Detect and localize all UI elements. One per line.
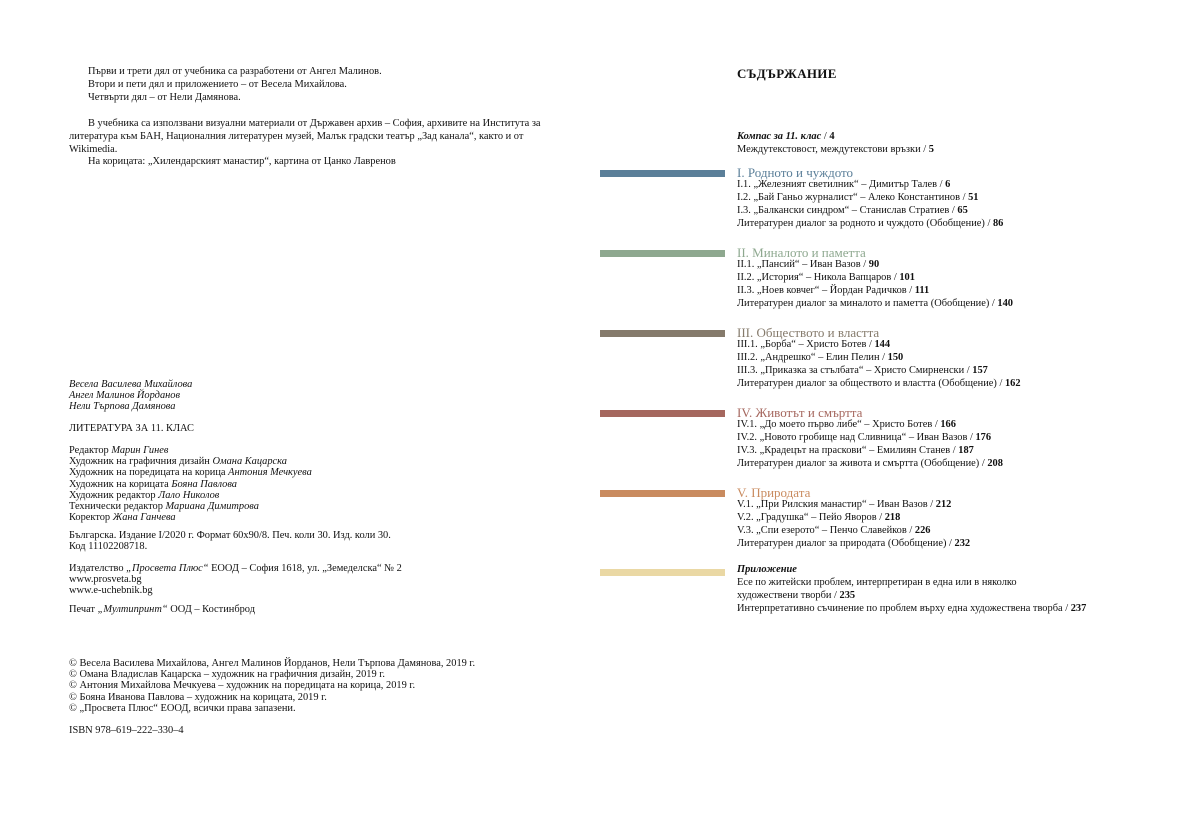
pub-info-line: Код 11102208718. xyxy=(69,541,148,553)
section-title[interactable]: IV. Животът и смъртта xyxy=(737,405,863,420)
printer-line xyxy=(69,604,255,616)
copyright-line: © Весела Василева Михайлова, Ангел Малинов Йорданов, Нели Търпова Дамянова, 2019 г. xyxy=(69,658,476,669)
credits-list xyxy=(69,445,312,523)
credit-role: Художник на поредицата на корица xyxy=(69,467,229,479)
toc-entry[interactable]: I.1. „Железният светилник“ – Димитър Талев / 6 xyxy=(737,179,951,190)
section-title[interactable]: II. Миналото и паметта xyxy=(737,245,866,260)
publisher-block xyxy=(69,563,402,597)
sources-paragraph: В учебника са използвани визуални материали от Държавен архив – София, архивите на Института за литература към БАН, Националния литературен музей, Малък градски театър „Зад канала“, както и от Wikimedia. xyxy=(69,117,541,155)
section-title[interactable]: I. Родното и чуждото xyxy=(737,165,854,180)
toc-heading: СЪДЪРЖАНИЕ xyxy=(737,66,837,81)
toc-entry[interactable]: Интерпретативно съчинение по проблем върху една художествена творба / 237 xyxy=(737,602,1087,614)
toc-entry[interactable]: III.3. „Приказка за стълбата“ – Христо Смирненски / 157 xyxy=(737,364,988,376)
appendix-color-bar xyxy=(600,569,725,576)
credit-role: Художник на корицата xyxy=(69,478,172,490)
appendix-items xyxy=(737,564,1086,616)
page-number: 212 xyxy=(935,499,952,510)
toc-entry[interactable]: IV.3. „Крадецът на праскови“ – Емилиян Станев / 187 xyxy=(737,444,974,456)
credit-role: Художник на графичния дизайн xyxy=(69,456,213,468)
entry-text: V.2. „Градушка“ – Пейо Яворов xyxy=(737,511,877,523)
credit-role: Технически редактор xyxy=(69,501,166,513)
intro-line: Първи и трети дял от учебника са разработени от Ангел Малинов. xyxy=(88,66,382,77)
credit-line xyxy=(69,501,312,512)
section-items xyxy=(737,259,1013,311)
section-items xyxy=(737,419,1003,471)
toc-entry[interactable]: Литературен диалог за природата (Обобщение) / 232 xyxy=(737,537,971,549)
print-prefix: Печат xyxy=(69,604,98,615)
page-number: 101 xyxy=(899,271,915,283)
page-number: 140 xyxy=(997,297,1013,309)
page-number: 187 xyxy=(958,444,974,456)
page-number: 226 xyxy=(914,524,931,536)
toc-entry[interactable]: Литературен диалог за живота и смъртта (Обобщение) / 208 xyxy=(737,457,1003,469)
entry-text: художествени творби xyxy=(737,589,832,601)
entry-text: Литературен диалог за обществото и властта (Обобщение) xyxy=(737,377,997,389)
entry-text: Междутекстовост, междутекстови връзки xyxy=(737,144,921,155)
section-items xyxy=(737,179,1003,231)
credit-role: Редактор xyxy=(69,445,112,456)
pub-info-line: Българска. Издание I/2020 г. Формат 60х90/8. Печ. коли 30. Изд. коли 30. xyxy=(69,530,391,541)
toc-entry[interactable]: художествени творби / 235 xyxy=(737,589,856,601)
toc-entry[interactable] xyxy=(737,577,1086,590)
entry-text: I.1. „Железният светилник“ – Димитър Талев xyxy=(737,179,938,190)
section-color-bar xyxy=(600,250,725,257)
copyright-line: © Антония Михайлова Мечкуева – художник на поредицата на корица, 2019 г. xyxy=(69,680,416,692)
publication-info xyxy=(69,530,391,552)
publisher-address: ЕООД – София 1618, ул. „Земеделска“ № 2 xyxy=(208,563,402,574)
page-number: 51 xyxy=(968,191,979,203)
entry-text: Литературен диалог за природата (Обобщение) xyxy=(737,537,947,549)
entry-text: II.2. „История“ – Никола Вапцаров xyxy=(737,271,892,283)
page-number: 5 xyxy=(928,144,934,155)
page-number: 111 xyxy=(914,284,930,296)
section-color-bar xyxy=(600,410,725,417)
credit-line xyxy=(69,490,312,501)
page-number: 150 xyxy=(887,351,904,363)
entry-text: IV.2. „Новото гробище над Сливница“ – Иван Вазов xyxy=(737,431,968,443)
toc-entry[interactable]: V.2. „Градушка“ – Пейо Яворов / 218 xyxy=(737,511,901,523)
toc-entry[interactable]: II.1. „Пансий“ – Иван Вазов / 90 xyxy=(737,259,880,270)
toc-entry[interactable]: IV.1. „До моето първо либе“ – Христо Ботев / 166 xyxy=(737,419,956,430)
page-number: 157 xyxy=(972,364,988,376)
entry-text: Есе по житейски проблем, интерпретиран в една или в няколко xyxy=(737,576,1017,588)
copyright-line: © Омана Владислав Кацарска – художник на графичния дизайн, 2019 г. xyxy=(69,669,385,681)
section-color-bar xyxy=(600,330,725,337)
intro-line: Четвърти дял – от Нели Дамянова. xyxy=(88,91,241,103)
page-number: 237 xyxy=(1070,602,1087,614)
toc-entry[interactable]: III.1. „Борба“ – Христо Ботев / 144 xyxy=(737,339,891,350)
credit-line xyxy=(69,445,312,456)
entry-text: IV.3. „Крадецът на праскови“ – Емилиян Станев xyxy=(737,444,951,456)
entry-text: V.1. „При Рилския манастир“ – Иван Вазов xyxy=(737,499,928,510)
printer-name: „Мултипринт“ xyxy=(97,604,168,615)
page-number: 90 xyxy=(868,259,880,270)
entry-text: III.1. „Борба“ – Христо Ботев xyxy=(737,339,867,350)
credit-role: Коректор xyxy=(69,512,113,524)
page-number: 162 xyxy=(1004,377,1021,389)
page-number: 176 xyxy=(975,431,992,443)
section-color-bar xyxy=(600,490,725,497)
credit-line xyxy=(69,456,312,467)
toc-entry[interactable]: II.2. „История“ – Никола Вапцаров / 101 xyxy=(737,271,915,283)
author-name: Нели Търпова Дамянова xyxy=(69,401,176,413)
toc-entry[interactable]: I.2. „Бай Ганьо журналист“ – Алеко Константинов / 51 xyxy=(737,191,979,203)
website-link[interactable]: www.e-uchebnik.bg xyxy=(69,585,153,597)
credit-line xyxy=(69,467,312,478)
entry-text: III.3. „Приказка за стълбата“ – Христо Смирненски xyxy=(737,364,965,376)
credit-line xyxy=(69,512,312,523)
intro-block xyxy=(69,66,547,169)
page-number: 86 xyxy=(992,217,1004,229)
page-number: 218 xyxy=(884,511,901,523)
section-items xyxy=(737,499,970,551)
entry-text: Литературен диалог за родното и чуждото (Обобщение) xyxy=(737,217,985,229)
copyright-line: © Бояна Иванова Павлова – художник на корицата, 2019 г. xyxy=(69,691,327,703)
isbn: ISBN 978–619–222–330–4 xyxy=(69,725,184,736)
section-items xyxy=(737,339,1021,391)
appendix-title[interactable]: Приложение xyxy=(737,564,797,575)
credit-role: Художник редактор xyxy=(69,489,159,501)
entry-text: IV.1. „До моето първо либе“ – Христо Ботев xyxy=(737,419,933,430)
entry-text: I.3. „Балкански синдром“ – Станислав Стратиев xyxy=(737,204,950,216)
credit-person: Марин Гинев xyxy=(111,445,169,456)
entry-text: Интерпретативно съчинение по проблем върху една художествена творба xyxy=(737,602,1063,614)
section-title[interactable]: V. Природата xyxy=(737,485,811,500)
page-number: 166 xyxy=(940,419,956,430)
authors-list xyxy=(69,379,192,413)
toc-intro-entries xyxy=(737,130,934,156)
book-title: ЛИТЕРАТУРА ЗА 11. КЛАС xyxy=(69,423,194,434)
section-color-bar xyxy=(600,170,725,177)
toc-entry[interactable]: Литературен диалог за родното и чуждото (Обобщение) / 86 xyxy=(737,217,1004,229)
toc-entry[interactable]: IV.2. „Новото гробище над Сливница“ – Иван Вазов / 176 xyxy=(737,431,992,443)
credit-person: Мариана Димитрова xyxy=(165,501,259,513)
entry-text: III.2. „Андрешко“ – Елин Пелин xyxy=(737,351,880,363)
author-name: Ангел Малинов Йорданов xyxy=(69,390,180,402)
toc-entry[interactable]: Литературен диалог за миналото и паметта (Обобщение) / 140 xyxy=(737,297,1013,309)
entry-text: I.2. „Бай Ганьо журналист“ – Алеко Константинов xyxy=(737,191,960,203)
publisher-prefix: Издателство xyxy=(69,563,127,574)
page-number: 144 xyxy=(874,339,891,350)
credit-person: Жана Ганчева xyxy=(112,512,176,524)
toc-entry[interactable]: II.3. „Ноев ковчег“ – Йордан Радичков / 111 xyxy=(737,284,930,296)
copyright-block xyxy=(69,658,475,714)
compass-title: Компас за 11. клас xyxy=(737,131,822,142)
toc-entry[interactable]: III.2. „Андрешко“ – Елин Пелин / 150 xyxy=(737,351,904,363)
toc-entry[interactable]: Междутекстовост, междутекстови връзки / 5 xyxy=(737,144,934,155)
toc-entry[interactable]: V.1. „При Рилския манастир“ – Иван Вазов / 212 xyxy=(737,499,952,510)
toc-entry[interactable]: I.3. „Балкански синдром“ – Станислав Стратиев / 65 xyxy=(737,204,968,216)
intro-line: Втори и пети дял и приложението – от Весела Михайлова. xyxy=(88,78,347,90)
credit-person: Лало Николов xyxy=(158,489,220,501)
page-number: 65 xyxy=(957,204,968,216)
entry-text: II.3. „Ноев ковчег“ – Йордан Радичков xyxy=(737,284,907,296)
entry-text: V.3. „Спи езерото“ – Пенчо Славейков xyxy=(737,524,907,536)
toc-entry[interactable]: V.3. „Спи езерото“ – Пенчо Славейков / 226 xyxy=(737,524,931,536)
credit-person: Антония Мечкуева xyxy=(228,467,312,479)
entry-text: II.1. „Пансий“ – Иван Вазов xyxy=(737,259,861,270)
page-number: 208 xyxy=(987,457,1003,469)
author-name: Весела Василева Михайлова xyxy=(69,379,193,390)
credit-line xyxy=(69,479,312,490)
entry-text: Литературен диалог за миналото и паметта (Обобщение) xyxy=(737,297,990,309)
entry-text: Литературен диалог за живота и смъртта (Обобщение) xyxy=(737,457,980,469)
credit-person: Омана Кацарска xyxy=(212,456,287,468)
copyright-line: © „Просвета Плюс“ ЕООД, всички права запазени. xyxy=(69,702,296,714)
printer-location: ООД – Костинброд xyxy=(167,604,255,615)
section-title[interactable]: III. Обществото и властта xyxy=(737,325,880,340)
cover-paragraph: На корицата: „Хилендарският манастир“, картина от Цанко Лавренов xyxy=(88,156,396,168)
website-link[interactable]: www.prosveta.bg xyxy=(69,574,142,586)
page-number: 232 xyxy=(954,537,971,549)
toc-entry[interactable]: Компас за 11. клас / 4 xyxy=(737,131,835,142)
page-number: 4 xyxy=(829,131,835,142)
publisher-line xyxy=(69,563,402,574)
publisher-name: „Просвета Плюс“ xyxy=(126,563,209,574)
toc-entry[interactable]: Литературен диалог за обществото и властта (Обобщение) / 162 xyxy=(737,377,1021,389)
credit-person: Бояна Павлова xyxy=(171,478,237,490)
page-number: 6 xyxy=(945,179,951,190)
page-number: 235 xyxy=(839,589,856,601)
